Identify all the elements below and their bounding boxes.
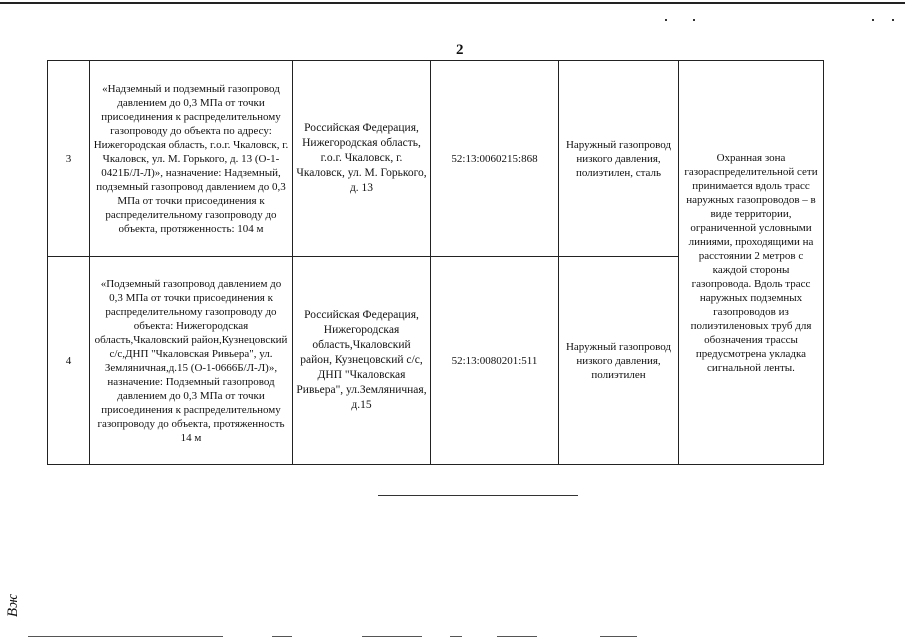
- footer-line: [497, 636, 537, 637]
- scan-artifact: [665, 19, 667, 21]
- footer-line: [28, 636, 223, 637]
- object-description: «Надземный и подземный газопровод давлением до 0,3 МПа от точки присоединения к распределительному газопроводу до объекта по адресу: Нижегородская область, г.о.г. Чкаловск, г. Чкаловск, ул. М. Горького, д. 13 (О-1-0421Б/Л-Л)», назначение: Надземный, подземный газопровод давлением до 0,3 МПа от точки присоединения к распределительному газопроводу до объекта, протяженность: 104 м: [90, 61, 293, 257]
- footer-line: [600, 636, 637, 637]
- gas-pipeline-table: [47, 60, 824, 465]
- top-border-line: [0, 2, 905, 4]
- cadastral-number: 52:13:0080201:511: [431, 257, 559, 465]
- footer-line: [272, 636, 292, 637]
- row-number: 3: [48, 61, 90, 257]
- scan-artifact: [693, 19, 695, 21]
- page-number: 2: [456, 42, 464, 58]
- end-of-table-rule: [378, 495, 578, 496]
- row-number: 4: [48, 257, 90, 465]
- cadastral-number: 52:13:0060215:868: [431, 61, 559, 257]
- object-location: Российская Федерация, Нижегородская область, г.о.г. Чкаловск, г. Чкаловск, ул. М. Горького, д. 13: [293, 61, 431, 257]
- protection-zone-note: Охранная зона газораспределительной сети принимается вдоль трасс наружных газопроводов – в виде территории, ограниченной условными линиями, проходящими на расстоянии 2 метров с каждой стороны газопровода. Вдоль трасс наружных подземных газопроводов из полиэтиленовых труб для обозначения трассы предусмотрена укладка сигнальной ленты.: [679, 61, 824, 465]
- object-description: «Подземный газопровод давлением до 0,3 МПа от точки присоединения к распределительному газопроводу до объекта: Нижегородская область,Чкаловский район,Кузнецовский с/с,ДНП "Чкаловская Ривьера", ул. Земляничная,д.15 (О-1-0666Б/Л-Л)», назначение: Подземный газопровод давлением до 0,3 МПа от точки присоединения к распределительному газопроводу до объекта, протяженность 14 м: [90, 257, 293, 465]
- scan-artifact: [872, 19, 874, 21]
- margin-handwritten-mark: Вж: [5, 593, 22, 618]
- scan-artifact: [892, 19, 894, 21]
- pipeline-type: Наружный газопровод низкого давления, полиэтилен: [559, 257, 679, 465]
- footer-line: [362, 636, 422, 637]
- object-location: Российская Федерация, Нижегородская область,Чкаловский район, Кузнецовский с/с, ДНП "Чкаловская Ривьера", ул.Земляничная, д.15: [293, 257, 431, 465]
- footer-line: [450, 636, 462, 637]
- pipeline-type: Наружный газопровод низкого давления, полиэтилен, сталь: [559, 61, 679, 257]
- table-row: [48, 61, 824, 257]
